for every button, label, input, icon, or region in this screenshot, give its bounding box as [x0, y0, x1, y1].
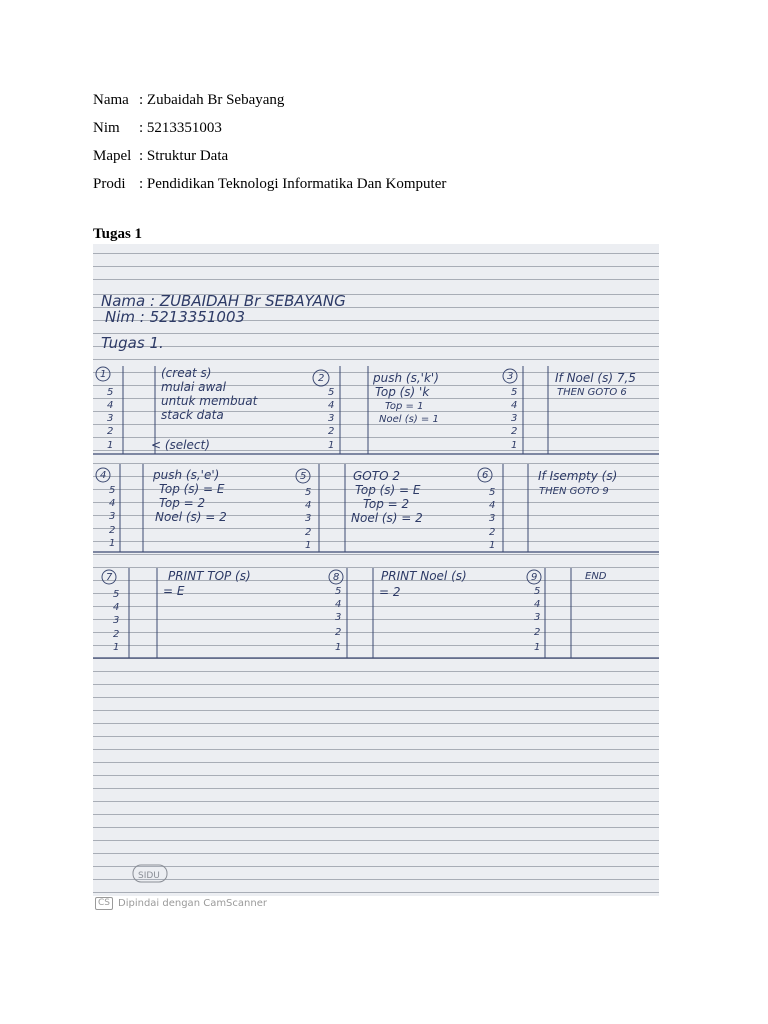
svg-text:2: 2 [534, 627, 541, 638]
step-5 [296, 464, 423, 552]
svg-text:4: 4 [511, 400, 518, 411]
svg-text:3: 3 [107, 413, 114, 424]
svg-text:= 2: = 2 [379, 585, 401, 599]
svg-text:stack data: stack data [161, 408, 224, 422]
info-label: Prodi [93, 175, 126, 192]
svg-text:1: 1 [335, 642, 342, 653]
svg-text:PRINT Noel (s): PRINT Noel (s) [381, 569, 467, 583]
svg-text:1: 1 [100, 369, 107, 380]
svg-text:Top = 1: Top = 1 [385, 401, 424, 412]
svg-text:5: 5 [328, 387, 335, 398]
svg-text:1: 1 [109, 538, 116, 549]
svg-text:4: 4 [335, 599, 342, 610]
svg-text:4: 4 [305, 500, 312, 511]
hw-tugas: Tugas 1. [101, 334, 164, 352]
svg-text:Noel (s) = 2: Noel (s) = 2 [351, 511, 423, 525]
info-value: : Pendidikan Teknologi Informatika Dan Komputer [139, 175, 447, 192]
handwriting-layer [93, 244, 659, 896]
svg-text:1: 1 [305, 540, 312, 551]
svg-text:4: 4 [107, 400, 114, 411]
svg-text:Top (s) = E: Top (s) = E [355, 483, 421, 497]
svg-text:PRINT TOP (s): PRINT TOP (s) [168, 569, 251, 583]
svg-text:3: 3 [511, 413, 518, 424]
svg-text:4: 4 [489, 500, 496, 511]
svg-text:3: 3 [305, 513, 312, 524]
svg-text:5: 5 [113, 589, 120, 600]
svg-text:push (s,'e'): push (s,'e') [153, 468, 220, 482]
svg-text:Top = 2: Top = 2 [363, 497, 410, 511]
step-6 [478, 464, 617, 552]
svg-text:(creat s): (creat s) [161, 366, 212, 380]
svg-text:Top (s) 'k: Top (s) 'k [375, 385, 430, 399]
svg-text:5: 5 [107, 387, 114, 398]
svg-text:4: 4 [100, 470, 107, 481]
svg-text:2: 2 [113, 629, 120, 640]
student-info [93, 86, 446, 198]
svg-text:END: END [585, 571, 607, 582]
svg-text:5: 5 [534, 586, 541, 597]
svg-text:If Isempty (s): If Isempty (s) [538, 469, 618, 483]
svg-text:5: 5 [109, 485, 116, 496]
info-label: Mapel [93, 147, 132, 164]
svg-text:4: 4 [328, 400, 335, 411]
camscanner-logo: CS [95, 897, 113, 910]
svg-text:2: 2 [305, 527, 312, 538]
svg-text:GOTO 2: GOTO 2 [353, 469, 400, 483]
svg-text:3: 3 [507, 371, 514, 382]
info-row-nama [93, 86, 446, 114]
step-9 [527, 568, 607, 658]
info-value: : 5213351003 [139, 119, 222, 136]
svg-text:3: 3 [534, 612, 541, 623]
camscanner-watermark: Dipindai dengan CamScanner [118, 898, 267, 909]
svg-text:5: 5 [489, 487, 496, 498]
svg-text:2: 2 [318, 373, 325, 384]
svg-text:1: 1 [113, 642, 120, 653]
info-value: : Struktur Data [139, 147, 229, 164]
svg-text:9: 9 [531, 572, 538, 583]
svg-text:untuk membuat: untuk membuat [161, 394, 258, 408]
step-1 [96, 366, 259, 454]
svg-text:2: 2 [335, 627, 342, 638]
info-label: Nim [93, 119, 120, 136]
svg-text:1: 1 [511, 440, 518, 451]
svg-text:Noel (s) = 2: Noel (s) = 2 [155, 510, 227, 524]
svg-text:1: 1 [328, 440, 335, 451]
svg-text:3: 3 [335, 612, 342, 623]
hw-nim: Nim : 5213351003 [105, 308, 246, 326]
svg-text:< (select): < (select) [151, 438, 210, 452]
svg-text:3: 3 [113, 615, 120, 626]
svg-text:1: 1 [534, 642, 541, 653]
info-value: : Zubaidah Br Sebayang [139, 91, 285, 108]
notebook-stamp [133, 865, 167, 882]
info-row-prodi [93, 170, 446, 198]
svg-text:4: 4 [113, 602, 120, 613]
info-label: Nama [93, 91, 129, 108]
svg-text:2: 2 [109, 525, 116, 536]
svg-text:3: 3 [489, 513, 496, 524]
svg-text:If Noel (s) 7,5: If Noel (s) 7,5 [555, 371, 636, 385]
svg-text:5: 5 [305, 487, 312, 498]
svg-text:Noel (s) = 1: Noel (s) = 1 [379, 414, 439, 425]
info-row-mapel [93, 142, 446, 170]
step-7 [102, 568, 251, 658]
svg-text:3: 3 [109, 511, 116, 522]
svg-text:mulai awal: mulai awal [161, 380, 226, 394]
handwritten-notes-photo [93, 244, 659, 896]
svg-text:2: 2 [511, 426, 518, 437]
svg-text:= E: = E [163, 584, 185, 598]
svg-text:7: 7 [106, 572, 113, 583]
svg-text:SIDU: SIDU [138, 871, 160, 881]
svg-text:2: 2 [489, 527, 496, 538]
svg-text:1: 1 [489, 540, 496, 551]
svg-text:6: 6 [482, 470, 489, 481]
hw-nama: Nama : ZUBAIDAH Br SEBAYANG [101, 292, 346, 310]
svg-text:8: 8 [333, 572, 340, 583]
svg-text:2: 2 [328, 426, 335, 437]
svg-text:push (s,'k'): push (s,'k') [373, 371, 439, 385]
info-row-nim [93, 114, 446, 142]
svg-text:3: 3 [328, 413, 335, 424]
svg-text:1: 1 [107, 440, 114, 451]
svg-text:5: 5 [300, 471, 307, 482]
step-2 [313, 366, 439, 454]
svg-text:THEN GOTO 9: THEN GOTO 9 [539, 486, 609, 497]
section-title: Tugas 1 [93, 226, 143, 242]
svg-text:5: 5 [335, 586, 342, 597]
svg-text:4: 4 [534, 599, 541, 610]
svg-text:THEN GOTO 6: THEN GOTO 6 [557, 387, 627, 398]
svg-text:Top (s) = E: Top (s) = E [159, 482, 225, 496]
svg-text:Top = 2: Top = 2 [159, 496, 206, 510]
step-4 [96, 464, 227, 552]
svg-text:5: 5 [511, 387, 518, 398]
step-8 [329, 568, 467, 658]
step-3 [503, 366, 636, 454]
svg-text:2: 2 [107, 426, 114, 437]
svg-text:4: 4 [109, 498, 116, 509]
